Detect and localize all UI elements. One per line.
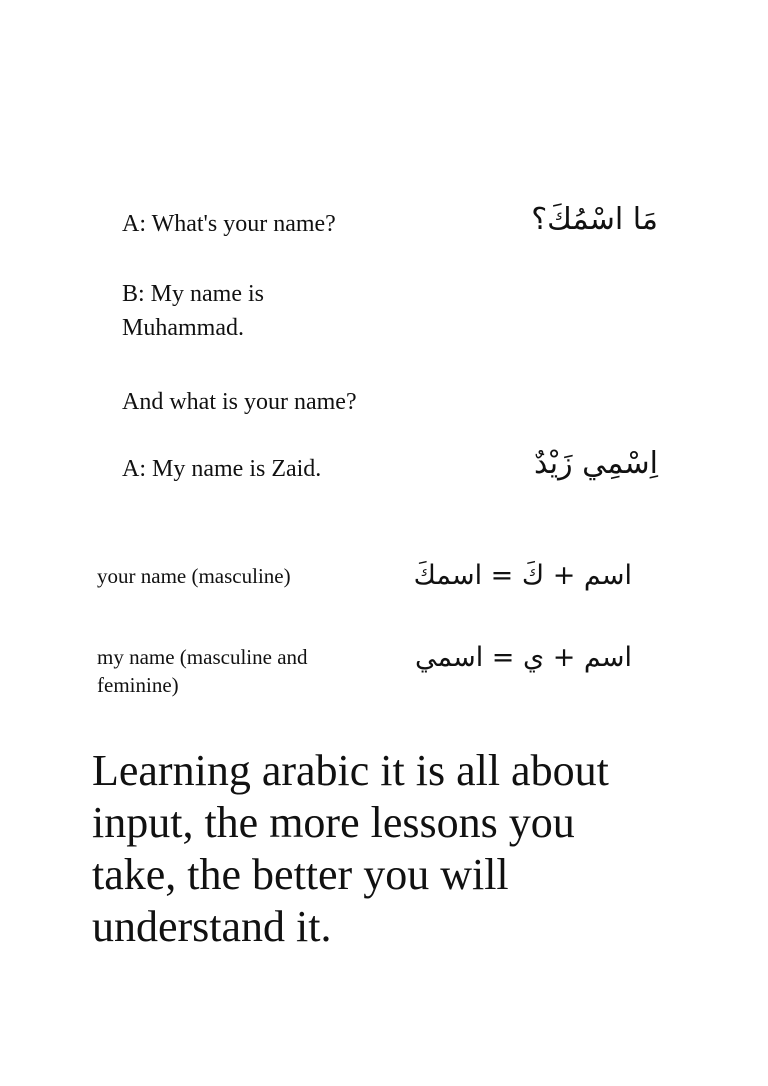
vocab-row-2-english-a: my name (masculine and: [97, 645, 308, 669]
dialogue-line-1-arabic: مَا اسْمُكَ؟: [531, 202, 658, 237]
dialogue-line-4-arabic: اِسْمِي زَيْدٌ: [534, 446, 658, 481]
closing-line-2: input, the more lessons you: [92, 798, 575, 847]
closing-paragraph: [92, 745, 692, 953]
dialogue-line-1-english: A: What's your name?: [122, 211, 336, 237]
dialogue-line-3-english: And what is your name?: [122, 389, 357, 415]
closing-line-1: Learning arabic it is all about: [92, 746, 609, 795]
dialogue-line-2-english-a: B: My name is: [122, 281, 264, 307]
vocab-row-1-english: your name (masculine): [97, 564, 291, 588]
dialogue-line-2-english-b: Muhammad.: [122, 315, 244, 341]
closing-line-3: take, the better you will: [92, 850, 509, 899]
vocab-row-1-arabic: اسم + كَ = اسمكَ: [413, 560, 632, 591]
vocab-row-2-english-b: feminine): [97, 673, 179, 697]
dialogue-line-4-english: A: My name is Zaid.: [122, 456, 322, 482]
closing-line-4: understand it.: [92, 902, 332, 951]
vocab-row-2-arabic: اسم + ي = اسمي: [414, 642, 632, 673]
